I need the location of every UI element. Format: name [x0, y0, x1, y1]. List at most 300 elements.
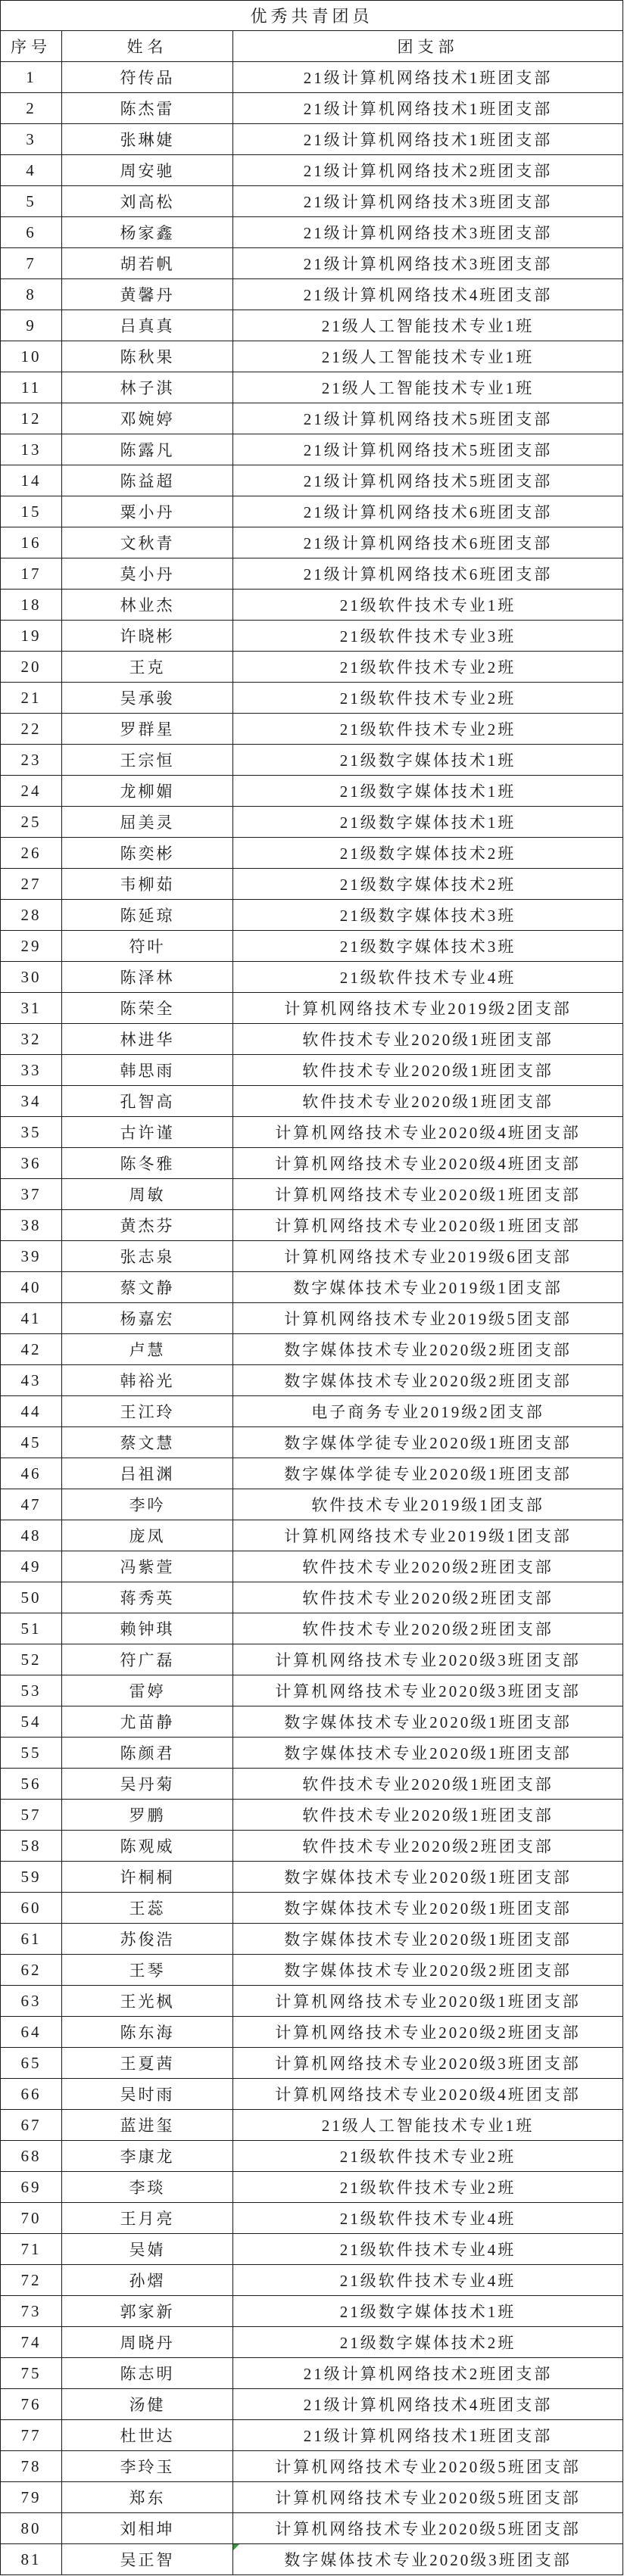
branch-cell: 软件技术专业2020级1班团支部 [233, 1086, 623, 1117]
student-name-cell: 吴时雨 [62, 2079, 233, 2110]
branch-cell: 21级数字媒体技术3班 [233, 931, 623, 962]
table-row [1, 869, 623, 900]
table-row [1, 217, 623, 248]
row-index-cell: 67 [1, 2110, 62, 2141]
student-name-cell: 陈冬雅 [62, 1148, 233, 1179]
student-name-cell: 蔡文慧 [62, 1427, 233, 1458]
branch-cell: 21级软件技术专业4班 [233, 2203, 623, 2234]
branch-cell: 数字媒体技术专业2020级1班团支部 [233, 1706, 623, 1738]
student-name-cell: 杨家鑫 [62, 217, 233, 248]
row-index-cell: 35 [1, 1117, 62, 1148]
branch-cell: 数字媒体技术专业2020级1班团支部 [233, 1738, 623, 1769]
table-row [1, 2079, 623, 2110]
row-index-cell: 81 [1, 2544, 62, 2575]
branch-cell: 21级软件技术专业2班 [233, 714, 623, 745]
student-name-cell: 蔡文静 [62, 1272, 233, 1303]
branch-cell: 21级计算机网络技术1班团支部 [233, 124, 623, 155]
table-row [1, 279, 623, 310]
student-name-cell: 陈泽林 [62, 962, 233, 993]
branch-cell: 软件技术专业2020级1班团支部 [233, 1769, 623, 1800]
table-row [1, 745, 623, 776]
table-row [1, 776, 623, 807]
table-row [1, 1831, 623, 1862]
student-name-cell: 赖钟琪 [62, 1613, 233, 1644]
student-name-cell: 粟小丹 [62, 496, 233, 527]
row-index-cell: 46 [1, 1458, 62, 1489]
table-row [1, 1427, 623, 1458]
branch-cell: 电子商务专业2019级2团支部 [233, 1396, 623, 1427]
student-name-cell: 符传品 [62, 62, 233, 93]
branch-cell: 21级计算机网络技术1班团支部 [233, 62, 623, 93]
table-row [1, 496, 623, 527]
table-row [1, 1148, 623, 1179]
table-row [1, 186, 623, 217]
table-row [1, 93, 623, 124]
student-name-cell: 符广磊 [62, 1644, 233, 1675]
branch-cell: 21级计算机网络技术6班团支部 [233, 527, 623, 558]
row-index-cell: 33 [1, 1055, 62, 1086]
branch-cell: 数字媒体技术专业2020级3班团支部 [233, 2544, 623, 2575]
table-row [1, 1644, 623, 1675]
table-row [1, 2265, 623, 2296]
student-name-cell: 张琳婕 [62, 124, 233, 155]
table-row [1, 2296, 623, 2327]
student-name-cell: 苏俊浩 [62, 1924, 233, 1955]
page-title: 优秀共青团员 [1, 1, 623, 31]
student-name-cell: 卢慧 [62, 1334, 233, 1365]
header-row [1, 31, 623, 62]
row-index-cell: 70 [1, 2203, 62, 2234]
branch-cell: 21级数字媒体技术2班 [233, 838, 623, 869]
row-index-cell: 32 [1, 1024, 62, 1055]
row-index-cell: 47 [1, 1489, 62, 1520]
row-index-cell: 63 [1, 1986, 62, 2017]
branch-cell: 数字媒体技术专业2020级1班团支部 [233, 1893, 623, 1924]
branch-cell: 计算机网络技术专业2020级5班团支部 [233, 2451, 623, 2482]
table-row [1, 155, 623, 186]
table-row [1, 1117, 623, 1148]
student-name-cell: 陈奕彬 [62, 838, 233, 869]
student-name-cell: 林子淇 [62, 372, 233, 403]
column-header-index: 序号 [1, 31, 62, 62]
branch-cell: 21级软件技术专业4班 [233, 2234, 623, 2265]
table-row [1, 1303, 623, 1334]
student-name-cell: 吴承骏 [62, 683, 233, 714]
table-row [1, 1024, 623, 1055]
branch-cell: 21级计算机网络技术5班团支部 [233, 465, 623, 496]
branch-cell: 计算机网络技术专业2019级2团支部 [233, 993, 623, 1024]
row-index-cell: 5 [1, 186, 62, 217]
row-index-cell: 12 [1, 403, 62, 434]
branch-cell: 计算机网络技术专业2020级3班团支部 [233, 2048, 623, 2079]
row-index-cell: 29 [1, 931, 62, 962]
row-index-cell: 64 [1, 2017, 62, 2048]
student-name-cell: 陈观威 [62, 1831, 233, 1862]
branch-cell: 21级数字媒体技术1班 [233, 2296, 623, 2327]
branch-cell: 21级计算机网络技术2班团支部 [233, 2358, 623, 2389]
student-name-cell: 周晓丹 [62, 2327, 233, 2358]
row-index-cell: 74 [1, 2327, 62, 2358]
table-row [1, 1986, 623, 2017]
branch-cell: 21级人工智能技术专业1班 [233, 341, 623, 372]
row-index-cell: 79 [1, 2482, 62, 2513]
student-name-cell: 林业杰 [62, 590, 233, 621]
row-index-cell: 68 [1, 2141, 62, 2172]
student-name-cell: 韦柳茹 [62, 869, 233, 900]
row-index-cell: 76 [1, 2389, 62, 2420]
branch-cell: 21级计算机网络技术1班团支部 [233, 93, 623, 124]
table-row [1, 838, 623, 869]
row-index-cell: 7 [1, 248, 62, 279]
branch-cell: 21级软件技术专业2班 [233, 683, 623, 714]
row-index-cell: 27 [1, 869, 62, 900]
branch-cell: 21级计算机网络技术4班团支部 [233, 2389, 623, 2420]
student-name-cell: 王琴 [62, 1955, 233, 1986]
table-row [1, 558, 623, 590]
branch-cell: 21级数字媒体技术1班 [233, 745, 623, 776]
row-index-cell: 17 [1, 558, 62, 590]
row-index-cell: 77 [1, 2420, 62, 2451]
student-name-cell: 汤健 [62, 2389, 233, 2420]
student-name-cell: 龙柳媚 [62, 776, 233, 807]
branch-cell: 软件技术专业2020级2班团支部 [233, 1613, 623, 1644]
row-index-cell: 65 [1, 2048, 62, 2079]
branch-cell: 21级软件技术专业3班 [233, 621, 623, 652]
branch-cell: 软件技术专业2020级1班团支部 [233, 1055, 623, 1086]
student-name-cell: 王宗恒 [62, 745, 233, 776]
row-index-cell: 6 [1, 217, 62, 248]
row-index-cell: 31 [1, 993, 62, 1024]
table-row [1, 807, 623, 838]
row-index-cell: 57 [1, 1800, 62, 1831]
branch-cell: 计算机网络技术专业2019级6团支部 [233, 1241, 623, 1272]
branch-cell: 21级计算机网络技术3班团支部 [233, 217, 623, 248]
row-index-cell: 23 [1, 745, 62, 776]
table-row [1, 2327, 623, 2358]
row-index-cell: 42 [1, 1334, 62, 1365]
row-index-cell: 14 [1, 465, 62, 496]
branch-cell: 21级数字媒体技术1班 [233, 807, 623, 838]
branch-cell: 21级计算机网络技术1班团支部 [233, 2420, 623, 2451]
student-name-cell: 孔智高 [62, 1086, 233, 1117]
row-index-cell: 71 [1, 2234, 62, 2265]
table-row [1, 2451, 623, 2482]
student-name-cell: 刘相坤 [62, 2513, 233, 2544]
table-row [1, 1365, 623, 1396]
table-row [1, 2172, 623, 2203]
student-name-cell: 刘高松 [62, 186, 233, 217]
row-index-cell: 80 [1, 2513, 62, 2544]
student-name-cell: 吕真真 [62, 310, 233, 341]
student-name-cell: 杨嘉宏 [62, 1303, 233, 1334]
student-name-cell: 吴婧 [62, 2234, 233, 2265]
row-index-cell: 20 [1, 652, 62, 683]
title-row [1, 1, 623, 31]
table-row [1, 310, 623, 341]
student-name-cell: 王夏茜 [62, 2048, 233, 2079]
table-row [1, 62, 623, 93]
branch-cell: 21级计算机网络技术6班团支部 [233, 496, 623, 527]
table-row [1, 2234, 623, 2265]
row-index-cell: 55 [1, 1738, 62, 1769]
table-row [1, 1520, 623, 1551]
branch-cell: 21级计算机网络技术3班团支部 [233, 186, 623, 217]
table-row [1, 465, 623, 496]
table-row [1, 1458, 623, 1489]
branch-cell: 计算机网络技术专业2020级4班团支部 [233, 1117, 623, 1148]
table-row [1, 1489, 623, 1520]
row-index-cell: 28 [1, 900, 62, 931]
student-name-cell: 陈东海 [62, 2017, 233, 2048]
branch-cell: 21级数字媒体技术3班 [233, 900, 623, 931]
table-row [1, 341, 623, 372]
table-row [1, 590, 623, 621]
table-row [1, 527, 623, 558]
branch-cell: 计算机网络技术专业2020级4班团支部 [233, 1148, 623, 1179]
table-row [1, 1179, 623, 1210]
branch-cell: 数字媒体技术专业2020级2班团支部 [233, 1334, 623, 1365]
row-index-cell: 30 [1, 962, 62, 993]
branch-cell: 计算机网络技术专业2020级4班团支部 [233, 2079, 623, 2110]
row-index-cell: 22 [1, 714, 62, 745]
student-name-cell: 罗群星 [62, 714, 233, 745]
branch-cell: 21级计算机网络技术2班团支部 [233, 155, 623, 186]
row-index-cell: 8 [1, 279, 62, 310]
branch-cell: 21级人工智能技术专业1班 [233, 310, 623, 341]
row-index-cell: 45 [1, 1427, 62, 1458]
student-name-cell: 韩裕光 [62, 1365, 233, 1396]
branch-cell: 数字媒体学徒专业2020级1班团支部 [233, 1427, 623, 1458]
row-index-cell: 62 [1, 1955, 62, 1986]
table-row [1, 434, 623, 465]
student-name-cell: 李琰 [62, 2172, 233, 2203]
row-index-cell: 19 [1, 621, 62, 652]
student-name-cell: 屈美灵 [62, 807, 233, 838]
branch-cell: 21级数字媒体技术1班 [233, 776, 623, 807]
student-name-cell: 孙熠 [62, 2265, 233, 2296]
branch-cell: 21级人工智能技术专业1班 [233, 2110, 623, 2141]
student-name-cell: 罗鹏 [62, 1800, 233, 1831]
branch-cell: 数字媒体技术专业2020级2班团支部 [233, 1955, 623, 1986]
student-name-cell: 林进华 [62, 1024, 233, 1055]
branch-cell: 计算机网络技术专业2019级5团支部 [233, 1303, 623, 1334]
table-row [1, 2358, 623, 2389]
table-row [1, 1955, 623, 1986]
student-name-cell: 李玲玉 [62, 2451, 233, 2482]
row-index-cell: 26 [1, 838, 62, 869]
branch-cell: 计算机网络技术专业2020级1班团支部 [233, 1986, 623, 2017]
row-index-cell: 56 [1, 1769, 62, 1800]
branch-cell: 计算机网络技术专业2020级1班团支部 [233, 1210, 623, 1241]
table-row [1, 2048, 623, 2079]
table-row [1, 1862, 623, 1893]
table-row [1, 1551, 623, 1582]
branch-cell: 21级软件技术专业2班 [233, 652, 623, 683]
table-row [1, 993, 623, 1024]
row-index-cell: 41 [1, 1303, 62, 1334]
student-name-cell: 蓝进玺 [62, 2110, 233, 2141]
student-name-cell: 胡若帆 [62, 248, 233, 279]
branch-cell: 软件技术专业2019级1团支部 [233, 1489, 623, 1520]
student-name-cell: 张志泉 [62, 1241, 233, 1272]
student-name-cell: 吴丹菊 [62, 1769, 233, 1800]
row-index-cell: 15 [1, 496, 62, 527]
table-row [1, 2110, 623, 2141]
student-name-cell: 郑东 [62, 2482, 233, 2513]
column-header-name: 姓名 [62, 31, 233, 62]
row-index-cell: 54 [1, 1706, 62, 1738]
table-row [1, 248, 623, 279]
column-header-branch: 团支部 [233, 31, 623, 62]
row-index-cell: 3 [1, 124, 62, 155]
branch-cell: 21级软件技术专业2班 [233, 2172, 623, 2203]
table-row [1, 2482, 623, 2513]
student-name-cell: 王江玲 [62, 1396, 233, 1427]
table-row [1, 1241, 623, 1272]
student-name-cell: 黄馨丹 [62, 279, 233, 310]
student-name-cell: 文秋青 [62, 527, 233, 558]
row-index-cell: 58 [1, 1831, 62, 1862]
row-index-cell: 48 [1, 1520, 62, 1551]
student-name-cell: 邓婉婷 [62, 403, 233, 434]
table-row [1, 1086, 623, 1117]
branch-cell: 计算机网络技术专业2020级5班团支部 [233, 2482, 623, 2513]
row-index-cell: 69 [1, 2172, 62, 2203]
row-index-cell: 51 [1, 1613, 62, 1644]
branch-cell: 21级软件技术专业2班 [233, 2141, 623, 2172]
table-row [1, 1582, 623, 1613]
row-index-cell: 43 [1, 1365, 62, 1396]
student-name-cell: 尤苗静 [62, 1706, 233, 1738]
row-index-cell: 34 [1, 1086, 62, 1117]
branch-cell: 21级计算机网络技术6班团支部 [233, 558, 623, 590]
branch-cell: 软件技术专业2020级1班团支部 [233, 1024, 623, 1055]
table-row [1, 962, 623, 993]
branch-cell: 软件技术专业2020级2班团支部 [233, 1582, 623, 1613]
branch-cell: 计算机网络技术专业2019级1团支部 [233, 1520, 623, 1551]
row-index-cell: 2 [1, 93, 62, 124]
table-row [1, 1272, 623, 1303]
row-index-cell: 66 [1, 2079, 62, 2110]
branch-cell: 计算机网络技术专业2020级1班团支部 [233, 1179, 623, 1210]
table-row [1, 1675, 623, 1706]
table-row [1, 403, 623, 434]
row-index-cell: 78 [1, 2451, 62, 2482]
row-index-cell: 1 [1, 62, 62, 93]
table-row [1, 1706, 623, 1738]
row-index-cell: 36 [1, 1148, 62, 1179]
branch-cell: 计算机网络技术专业2020级5班团支部 [233, 2513, 623, 2544]
table-row [1, 372, 623, 403]
table-row [1, 2203, 623, 2234]
table-row [1, 1769, 623, 1800]
student-name-cell: 李吟 [62, 1489, 233, 1520]
student-name-cell: 陈志明 [62, 2358, 233, 2389]
table-body [1, 62, 623, 2575]
student-name-cell: 蒋秀英 [62, 1582, 233, 1613]
student-name-cell: 陈杰雷 [62, 93, 233, 124]
row-index-cell: 38 [1, 1210, 62, 1241]
row-index-cell: 25 [1, 807, 62, 838]
student-name-cell: 雷婷 [62, 1675, 233, 1706]
student-name-cell: 符叶 [62, 931, 233, 962]
table-row [1, 1210, 623, 1241]
table-row [1, 652, 623, 683]
table-row [1, 1055, 623, 1086]
table-row [1, 2544, 623, 2575]
row-index-cell: 24 [1, 776, 62, 807]
row-index-cell: 11 [1, 372, 62, 403]
student-name-cell: 李康龙 [62, 2141, 233, 2172]
student-name-cell: 吴正智 [62, 2544, 233, 2575]
student-name-cell: 周安驰 [62, 155, 233, 186]
branch-cell: 21级计算机网络技术4班团支部 [233, 279, 623, 310]
row-index-cell: 50 [1, 1582, 62, 1613]
table-row [1, 1613, 623, 1644]
student-name-cell: 古许谨 [62, 1117, 233, 1148]
table-row [1, 2513, 623, 2544]
table-row [1, 621, 623, 652]
row-index-cell: 21 [1, 683, 62, 714]
branch-cell: 数字媒体学徒专业2020级1班团支部 [233, 1458, 623, 1489]
branch-cell: 21级人工智能技术专业1班 [233, 372, 623, 403]
student-name-cell: 郭家新 [62, 2296, 233, 2327]
table-row [1, 931, 623, 962]
row-index-cell: 40 [1, 1272, 62, 1303]
row-index-cell: 37 [1, 1179, 62, 1210]
student-name-cell: 陈颜君 [62, 1738, 233, 1769]
row-index-cell: 9 [1, 310, 62, 341]
table-row [1, 2141, 623, 2172]
table-row [1, 683, 623, 714]
table-row [1, 1738, 623, 1769]
branch-cell: 软件技术专业2020级2班团支部 [233, 1831, 623, 1862]
branch-cell: 计算机网络技术专业2020级2班团支部 [233, 2017, 623, 2048]
branch-cell: 21级计算机网络技术5班团支部 [233, 434, 623, 465]
table-row [1, 1396, 623, 1427]
branch-cell: 计算机网络技术专业2020级3班团支部 [233, 1644, 623, 1675]
table-row [1, 2420, 623, 2451]
student-name-cell: 陈露凡 [62, 434, 233, 465]
student-name-cell: 庞凤 [62, 1520, 233, 1551]
student-name-cell: 王克 [62, 652, 233, 683]
branch-cell: 软件技术专业2020级1班团支部 [233, 1800, 623, 1831]
row-index-cell: 60 [1, 1893, 62, 1924]
branch-cell: 计算机网络技术专业2020级3班团支部 [233, 1675, 623, 1706]
student-name-cell: 王光枫 [62, 1986, 233, 2017]
row-index-cell: 10 [1, 341, 62, 372]
branch-cell: 21级数字媒体技术2班 [233, 2327, 623, 2358]
student-name-cell: 黄杰芬 [62, 1210, 233, 1241]
student-name-cell: 陈延琼 [62, 900, 233, 931]
row-index-cell: 49 [1, 1551, 62, 1582]
row-index-cell: 39 [1, 1241, 62, 1272]
student-name-cell: 王蕊 [62, 1893, 233, 1924]
student-name-cell: 陈秋果 [62, 341, 233, 372]
row-index-cell: 44 [1, 1396, 62, 1427]
table-row [1, 2389, 623, 2420]
row-index-cell: 13 [1, 434, 62, 465]
branch-cell: 数字媒体技术专业2020级1班团支部 [233, 1924, 623, 1955]
row-index-cell: 4 [1, 155, 62, 186]
table-row [1, 1924, 623, 1955]
student-name-cell: 杜世达 [62, 2420, 233, 2451]
branch-cell: 21级计算机网络技术5班团支部 [233, 403, 623, 434]
green-corner-marker-icon [233, 2544, 239, 2550]
branch-cell: 数字媒体技术专业2019级1团支部 [233, 1272, 623, 1303]
table-row [1, 2017, 623, 2048]
branch-cell: 数字媒体技术专业2020级1班团支部 [233, 1862, 623, 1893]
